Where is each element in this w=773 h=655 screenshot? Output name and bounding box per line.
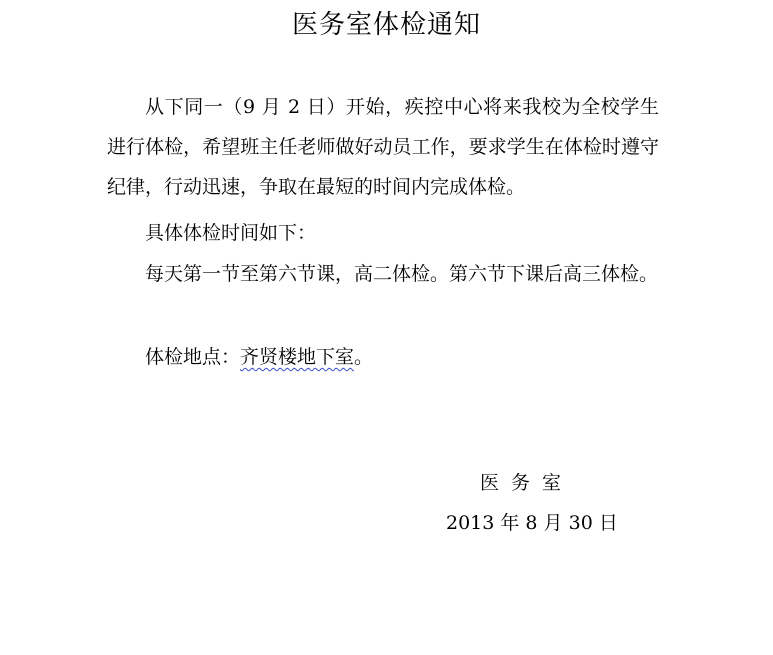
document-title: 医务室体检通知 xyxy=(291,10,481,40)
schedule-paragraph: 每天第一节至第六节课，高二体检。第六节下课后高三体检。 xyxy=(145,263,659,285)
schedule-heading-block xyxy=(107,213,659,253)
intro-paragraph: 从下同一（9 月 2 日）开始，疾控中心将来我校为全校学生进行体检，希望班主任老师做好动员工作，要求学生在体检时遵守纪律，行动迅速，争取在最短的时间内完成体检。 xyxy=(107,96,659,198)
location-value: 齐贤楼地下室 xyxy=(240,346,355,368)
location-period: 。 xyxy=(354,346,374,368)
signature: 医务室 xyxy=(480,472,574,494)
signature-date: 2013 年 8 月 30 日 xyxy=(446,512,618,534)
intro-paragraph-block xyxy=(107,87,659,207)
schedule-paragraph-block xyxy=(107,254,659,294)
schedule-heading: 具体体检时间如下： xyxy=(145,222,317,244)
location-label: 体检地点： xyxy=(145,346,241,368)
location-paragraph-block xyxy=(107,337,659,377)
location-paragraph xyxy=(107,337,659,377)
